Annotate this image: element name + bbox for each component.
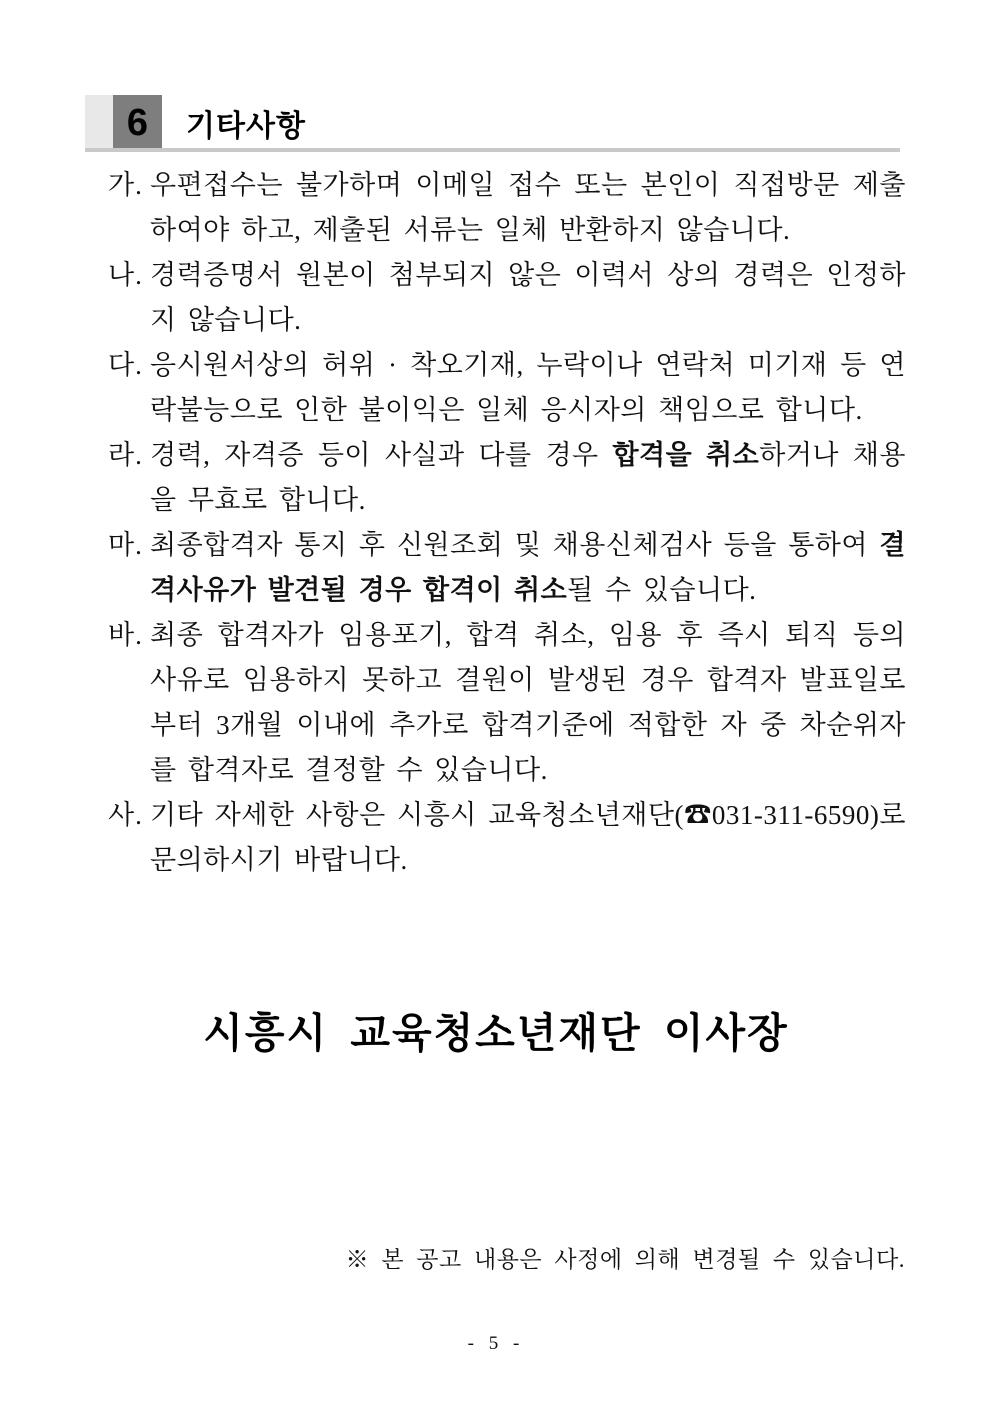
section-header-rule (85, 148, 900, 152)
item-marker: 바. (108, 620, 143, 650)
list-item (108, 253, 906, 343)
signature-title: 시흥시 교육청소년재단 이사장 (203, 1010, 789, 1056)
section-title: 기타사항 (186, 109, 306, 143)
item-marker: 가. (108, 170, 143, 200)
item-marker: 사. (108, 800, 143, 830)
item-text: 경력증명서 원본이 첨부되지 않은 이력서 상의 경력은 인정하지 않습니다. (150, 260, 906, 335)
item-marker: 나. (108, 260, 143, 290)
list-item (108, 343, 906, 433)
section-number-box (113, 95, 162, 150)
item-text: 우편접수는 불가하며 이메일 접수 또는 본인이 직접방문 제출하여야 하고, 제출된 서류는 일체 반환하지 않습니다. (150, 170, 906, 245)
list-item (108, 523, 906, 613)
list-item (108, 613, 906, 793)
item-text: 기타 자세한 사항은 시흥시 교육청소년재단(☎031-311-6590)로 문의하시기 바랍니다. (150, 800, 906, 875)
section-number: 6 (126, 101, 149, 144)
item-text: 응시원서상의 허위 · 착오기재, 누락이나 연락처 미기재 등 연락불능으로 인한 불이익은 일체 응시자의 책임으로 합니다. (150, 350, 906, 425)
item-marker: 다. (108, 350, 143, 380)
list-item (108, 433, 906, 523)
section-header (85, 95, 306, 150)
footnote: ※ 본 공고 내용은 사정에 의해 변경될 수 있습니다. (345, 1247, 905, 1272)
item-text: 최종 합격자가 임용포기, 합격 취소, 임용 후 즉시 퇴직 등의 사유로 임용하지 못하고 결원이 발생된 경우 합격자 발표일로부터 3개월 이내에 추가로 합격기준에 적합한 자 중 차순위자를 합격자로 결정할 수 있습니다. (150, 620, 906, 785)
page-number: - 5 - (467, 1333, 525, 1354)
item-marker: 마. (108, 530, 143, 560)
item-text: 최종합격자 통지 후 신원조회 및 채용신체검사 등을 통하여 결격사유가 발견될 경우 합격이 취소될 수 있습니다. (150, 530, 906, 605)
list-item (108, 163, 906, 253)
item-text: 경력, 자격증 등이 사실과 다를 경우 합격을 취소하거나 채용을 무효로 합니다. (150, 440, 906, 515)
section-number-shadow-box (85, 95, 113, 150)
list-item (108, 793, 906, 883)
item-marker: 라. (108, 440, 143, 470)
item-list (108, 163, 906, 883)
